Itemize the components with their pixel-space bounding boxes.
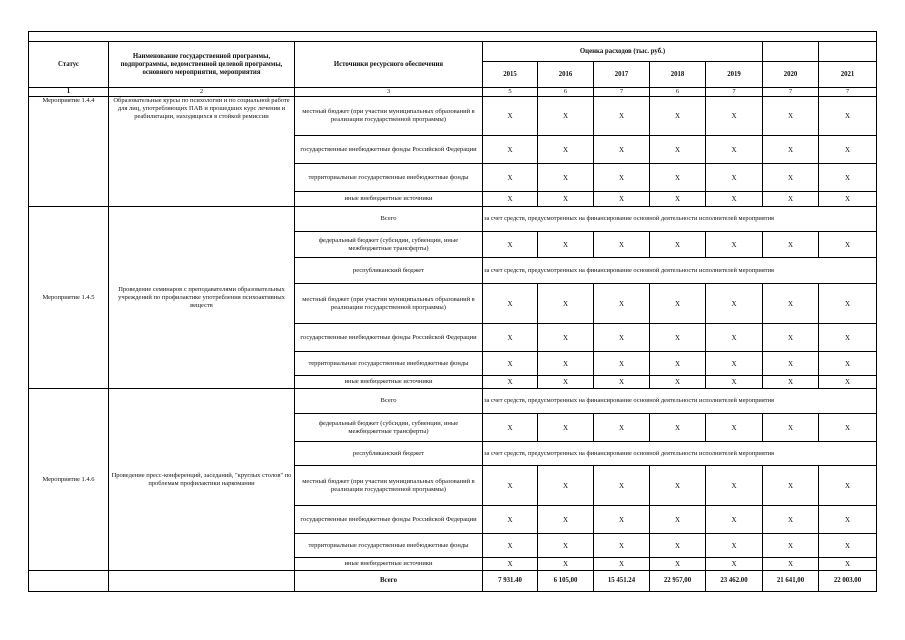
x-mark: X xyxy=(650,506,706,534)
x-mark: X xyxy=(594,136,650,164)
total-label: Всего xyxy=(295,571,483,592)
x-mark: X xyxy=(763,466,819,506)
blank-cell xyxy=(29,571,109,592)
x-mark: X xyxy=(483,414,538,442)
x-mark: X xyxy=(706,97,763,136)
x-mark: X xyxy=(650,414,706,442)
x-mark: X xyxy=(594,558,650,571)
source-label: республиканский бюджет xyxy=(295,258,483,284)
column-number: 6 xyxy=(538,88,594,97)
x-mark: X xyxy=(650,164,706,192)
x-mark: X xyxy=(763,534,819,558)
year-header: 2018 xyxy=(650,62,706,88)
total-value: 6 105,00 xyxy=(538,571,594,592)
funding-note: за счет средств, предусмотренных на финансирование основной деятельности исполнителей мероприятия xyxy=(483,258,877,284)
measure-status: Мероприятие 1.4.5 xyxy=(29,207,109,389)
x-mark: X xyxy=(763,376,819,389)
x-mark: X xyxy=(538,376,594,389)
source-label: иные внебюджетные источники xyxy=(295,558,483,571)
funding-note: за счет средств, предусмотренных на финансирование основной деятельности исполнителей мероприятия xyxy=(483,207,877,232)
source-label: иные внебюджетные источники xyxy=(295,192,483,207)
x-mark: X xyxy=(483,164,538,192)
x-mark: X xyxy=(483,192,538,207)
x-mark: X xyxy=(819,466,877,506)
x-mark: X xyxy=(763,506,819,534)
x-mark: X xyxy=(538,558,594,571)
x-mark: X xyxy=(483,97,538,136)
x-mark: X xyxy=(538,164,594,192)
x-mark: X xyxy=(706,192,763,207)
header-name: Наименование государственной программы, подпрограммы, ведомственной целевой программы, основного мероприятия, мероприятия xyxy=(109,42,295,88)
x-mark: X xyxy=(650,352,706,376)
year-header: 2020 xyxy=(763,62,819,88)
x-mark: X xyxy=(538,192,594,207)
source-label: федеральный бюджет (субсидии, субвенции, иные межбюджетные трансферты) xyxy=(295,414,483,442)
x-mark: X xyxy=(763,164,819,192)
total-value: 22 003.00 xyxy=(819,571,877,592)
column-number: 1 xyxy=(29,88,109,97)
x-mark: X xyxy=(819,164,877,192)
x-mark: X xyxy=(483,352,538,376)
x-mark: X xyxy=(483,284,538,324)
year-header: 2017 xyxy=(594,62,650,88)
x-mark: X xyxy=(706,534,763,558)
column-number: 7 xyxy=(819,88,877,97)
x-mark: X xyxy=(706,414,763,442)
source-label: федеральный бюджет (субсидии, субвенции, иные межбюджетные трансферты) xyxy=(295,232,483,258)
x-mark: X xyxy=(594,534,650,558)
x-mark: X xyxy=(538,506,594,534)
x-mark: X xyxy=(763,136,819,164)
x-mark: X xyxy=(819,232,877,258)
x-mark: X xyxy=(650,136,706,164)
x-mark: X xyxy=(594,352,650,376)
x-mark: X xyxy=(819,136,877,164)
source-label: территориальные государственные внебюджетные фонды xyxy=(295,164,483,192)
x-mark: X xyxy=(594,232,650,258)
measure-name: Проведение пресс-конференций, заседаний, "круглых столов" по проблемам профилактики наркомании xyxy=(109,389,295,571)
x-mark: X xyxy=(483,324,538,352)
x-mark: X xyxy=(538,136,594,164)
source-label: местный бюджет (при участии муниципальных образований в реализации государственной программы) xyxy=(295,284,483,324)
x-mark: X xyxy=(538,284,594,324)
x-mark: X xyxy=(763,324,819,352)
x-mark: X xyxy=(594,376,650,389)
total-value: 21 641,00 xyxy=(763,571,819,592)
x-mark: X xyxy=(706,376,763,389)
funding-note: за счет средств, предусмотренных на финансирование основной деятельности исполнителей мероприятия xyxy=(483,442,877,466)
x-mark: X xyxy=(706,558,763,571)
x-mark: X xyxy=(483,506,538,534)
table-row xyxy=(29,88,877,97)
x-mark: X xyxy=(594,414,650,442)
x-mark: X xyxy=(650,232,706,258)
x-mark: X xyxy=(538,466,594,506)
source-label: Всего xyxy=(295,207,483,232)
measure-status: Мероприятие 1.4.4 xyxy=(29,97,109,207)
x-mark: X xyxy=(594,97,650,136)
x-mark: X xyxy=(538,97,594,136)
table-row xyxy=(29,97,877,136)
x-mark: X xyxy=(819,414,877,442)
x-mark: X xyxy=(763,414,819,442)
x-mark: X xyxy=(538,324,594,352)
total-value: 7 931.40 xyxy=(483,571,538,592)
year-header: 2021 xyxy=(819,62,877,88)
source-label: территориальные государственные внебюджетные фонды xyxy=(295,352,483,376)
x-mark: X xyxy=(483,558,538,571)
header-sources: Источники ресурсного обеспечения xyxy=(295,42,483,88)
source-label: территориальные государственные внебюджетные фонды xyxy=(295,534,483,558)
x-mark: X xyxy=(706,284,763,324)
x-mark: X xyxy=(706,506,763,534)
table-row xyxy=(29,389,877,414)
x-mark: X xyxy=(819,324,877,352)
header-status: Статус xyxy=(29,42,109,88)
budget-table xyxy=(28,31,877,592)
x-mark: X xyxy=(650,466,706,506)
blank-cell xyxy=(763,42,819,62)
x-mark: X xyxy=(483,466,538,506)
source-label: государственные внебюджетные фонды Российской Федерации xyxy=(295,506,483,534)
source-label: местный бюджет (при участии муниципальных образований в реализации государственной программы) xyxy=(295,466,483,506)
x-mark: X xyxy=(819,558,877,571)
blank-cell xyxy=(29,32,877,42)
table-row xyxy=(29,571,877,592)
x-mark: X xyxy=(763,284,819,324)
x-mark: X xyxy=(594,164,650,192)
x-mark: X xyxy=(594,324,650,352)
source-label: республиканский бюджет xyxy=(295,442,483,466)
x-mark: X xyxy=(483,376,538,389)
x-mark: X xyxy=(538,232,594,258)
x-mark: X xyxy=(483,534,538,558)
table-row xyxy=(29,207,877,232)
x-mark: X xyxy=(706,466,763,506)
column-number: 7 xyxy=(594,88,650,97)
x-mark: X xyxy=(819,376,877,389)
x-mark: X xyxy=(538,352,594,376)
x-mark: X xyxy=(819,534,877,558)
column-number: 7 xyxy=(706,88,763,97)
column-number: 6 xyxy=(650,88,706,97)
x-mark: X xyxy=(594,466,650,506)
x-mark: X xyxy=(763,192,819,207)
x-mark: X xyxy=(594,284,650,324)
year-header: 2016 xyxy=(538,62,594,88)
measure-name: Образовательные курсы по психологии и по социальной работе для лиц, употребляющих ПАВ и прошедших курс лечения и реабилитации, находящихся в стойкой ремиссии xyxy=(109,97,295,207)
x-mark: X xyxy=(650,192,706,207)
x-mark: X xyxy=(650,558,706,571)
source-label: государственные внебюджетные фонды Российской Федерации xyxy=(295,136,483,164)
column-number: 2 xyxy=(109,88,295,97)
x-mark: X xyxy=(706,324,763,352)
total-value: 15 451.24 xyxy=(594,571,650,592)
x-mark: X xyxy=(763,97,819,136)
x-mark: X xyxy=(819,506,877,534)
header-estimate: Оценка расходов (тыс. руб.) xyxy=(483,42,763,62)
blank-cell xyxy=(819,42,877,62)
x-mark: X xyxy=(483,136,538,164)
x-mark: X xyxy=(650,97,706,136)
x-mark: X xyxy=(706,352,763,376)
x-mark: X xyxy=(819,352,877,376)
x-mark: X xyxy=(650,534,706,558)
x-mark: X xyxy=(706,232,763,258)
table-row xyxy=(29,32,877,42)
x-mark: X xyxy=(763,232,819,258)
x-mark: X xyxy=(594,506,650,534)
x-mark: X xyxy=(763,558,819,571)
table-row xyxy=(29,42,877,62)
x-mark: X xyxy=(650,324,706,352)
source-label: Всего xyxy=(295,389,483,414)
funding-note: за счет средств, предусмотренных на финансирование основной деятельности исполнителей мероприятия xyxy=(483,389,877,414)
x-mark: X xyxy=(763,352,819,376)
year-header: 2019 xyxy=(706,62,763,88)
year-header: 2015 xyxy=(483,62,538,88)
x-mark: X xyxy=(819,97,877,136)
total-value: 23 462.00 xyxy=(706,571,763,592)
x-mark: X xyxy=(819,284,877,324)
source-label: иные внебюджетные источники xyxy=(295,376,483,389)
source-label: местный бюджет (при участии муниципальных образований в реализации государственной программы) xyxy=(295,97,483,136)
x-mark: X xyxy=(538,534,594,558)
source-label: государственные внебюджетные фонды Российской Федерации xyxy=(295,324,483,352)
total-value: 22 957,00 xyxy=(650,571,706,592)
x-mark: X xyxy=(706,136,763,164)
x-mark: X xyxy=(706,164,763,192)
x-mark: X xyxy=(819,192,877,207)
column-number: 7 xyxy=(763,88,819,97)
x-mark: X xyxy=(483,232,538,258)
x-mark: X xyxy=(650,284,706,324)
measure-name: Проведение семинаров с преподавателями образовательных учреждений по профилактике употребления психоактивных веществ xyxy=(109,207,295,389)
x-mark: X xyxy=(594,192,650,207)
column-number: 5 xyxy=(483,88,538,97)
column-number: 3 xyxy=(295,88,483,97)
blank-cell xyxy=(109,571,295,592)
x-mark: X xyxy=(538,414,594,442)
measure-status: Мероприятие 1.4.6 xyxy=(29,389,109,571)
x-mark: X xyxy=(650,376,706,389)
